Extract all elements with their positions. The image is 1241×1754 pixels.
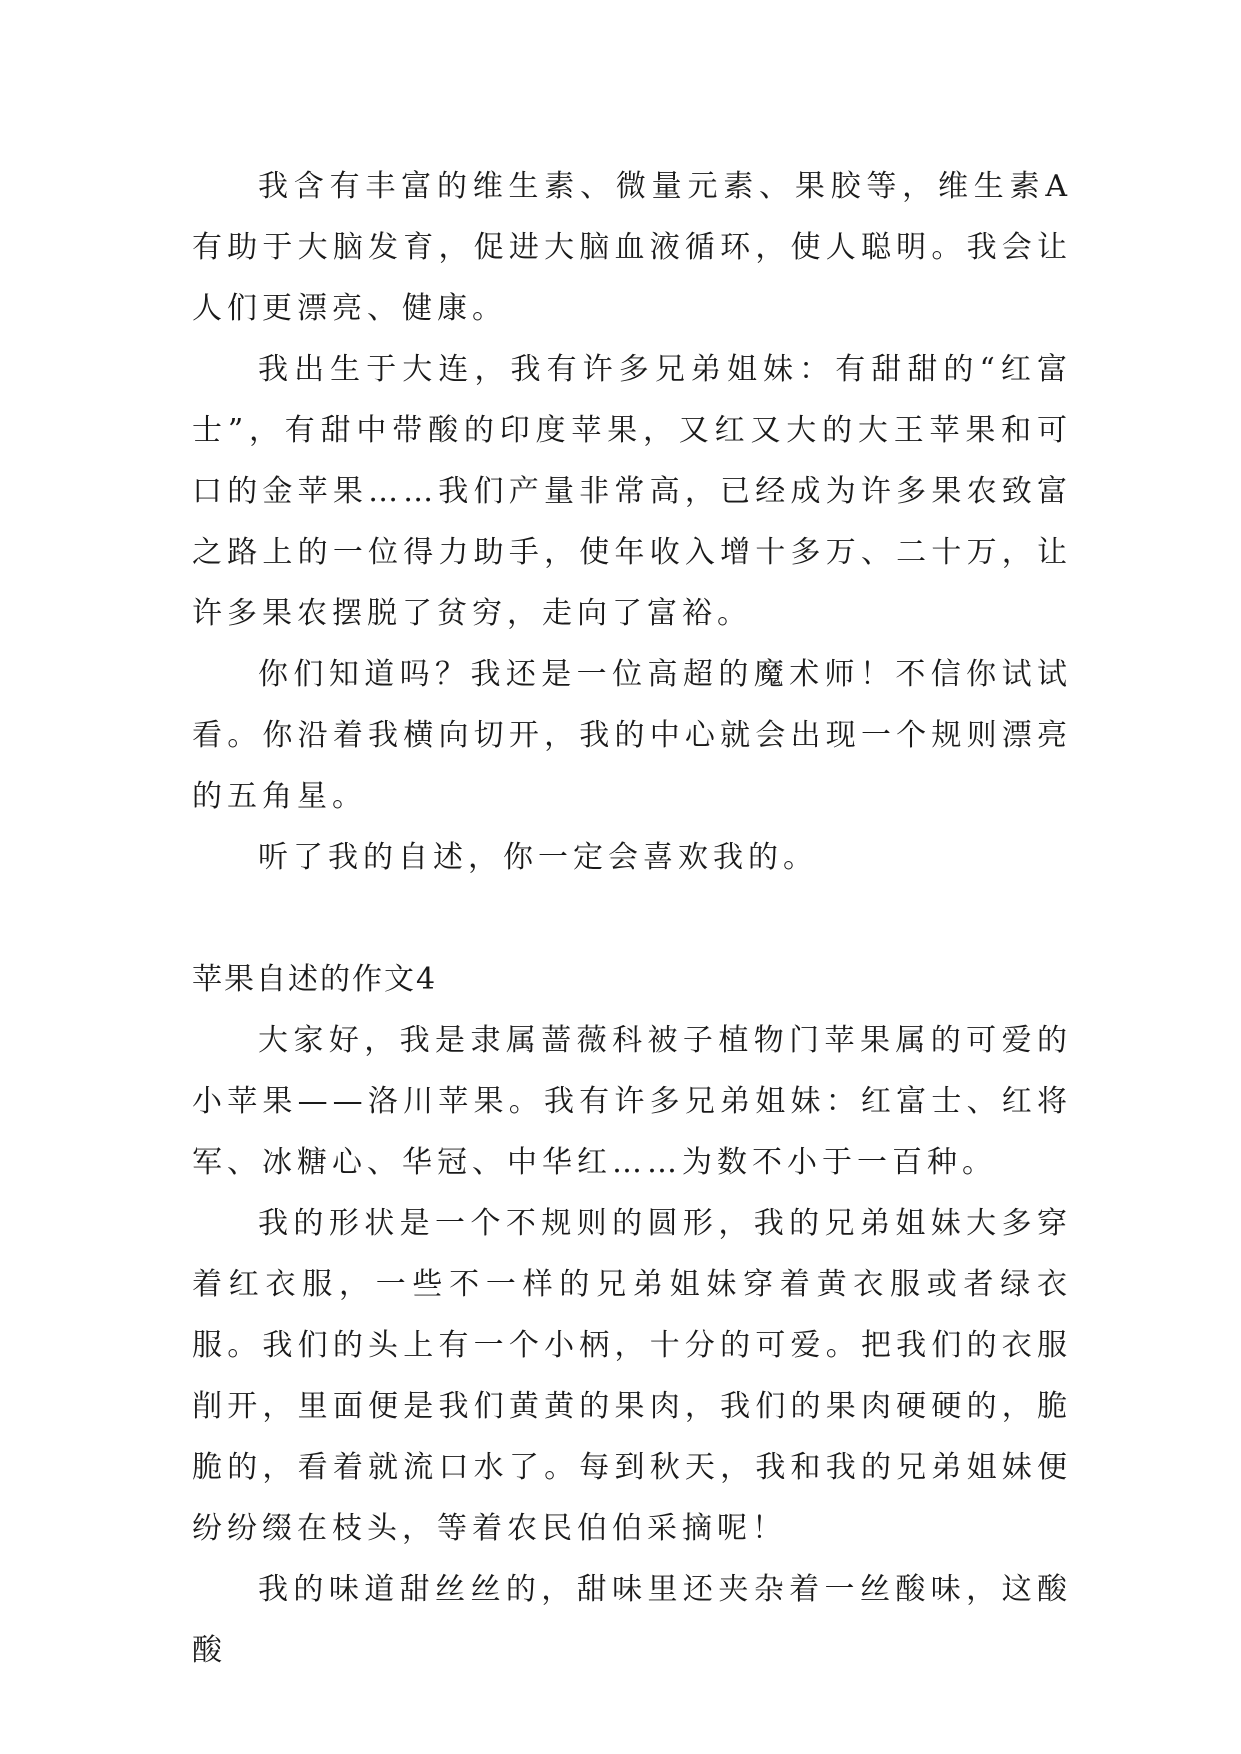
paragraph-magician: 你们知道吗？我还是一位高超的魔术师！不信你试试看。你沿着我横向切开，我的中心就会出现一个规则漂亮的五角星。 xyxy=(192,657,1072,814)
paragraph-taste: 我的味道甜丝丝的，甜味里还夹杂着一丝酸味，这酸酸 xyxy=(192,1572,1072,1668)
document-body xyxy=(192,156,1072,1681)
paragraph-birthplace: 我出生于大连，我有许多兄弟姐妹：有甜甜的“红富士”，有甜中带酸的印度苹果，又红又大的大王苹果和可口的金苹果……我们产量非常高，已经成为许多果农致富之路上的一位得力助手，使年收入增十多万、二十万，让许多果农摆脱了贫穷，走向了富裕。 xyxy=(192,352,1072,631)
section-title: 苹果自述的作文4 xyxy=(192,962,438,997)
paragraph-vitamins: 我含有丰富的维生素、微量元素、果胶等，维生素A有助于大脑发育，促进大脑血液循环，使人聪明。我会让人们更漂亮、健康。 xyxy=(192,169,1072,326)
paragraph-intro: 大家好，我是隶属蔷薇科被子植物门苹果属的可爱的小苹果——洛川苹果。我有许多兄弟姐妹：红富士、红将军、冰糖心、华冠、中华红……为数不小于一百种。 xyxy=(192,1023,1072,1180)
paragraph-shape: 我的形状是一个不规则的圆形，我的兄弟姐妹大多穿着红衣服，一些不一样的兄弟姐妹穿着黄衣服或者绿衣服。我们的头上有一个小柄，十分的可爱。把我们的衣服削开，里面便是我们黄黄的果肉，我们的果肉硬硬的，脆脆的，看着就流口水了。每到秋天，我和我的兄弟姐妹便纷纷缀在枝头，等着农民伯伯采摘呢！ xyxy=(192,1206,1072,1546)
paragraph-closing: 听了我的自述，你一定会喜欢我的。 xyxy=(258,840,818,875)
